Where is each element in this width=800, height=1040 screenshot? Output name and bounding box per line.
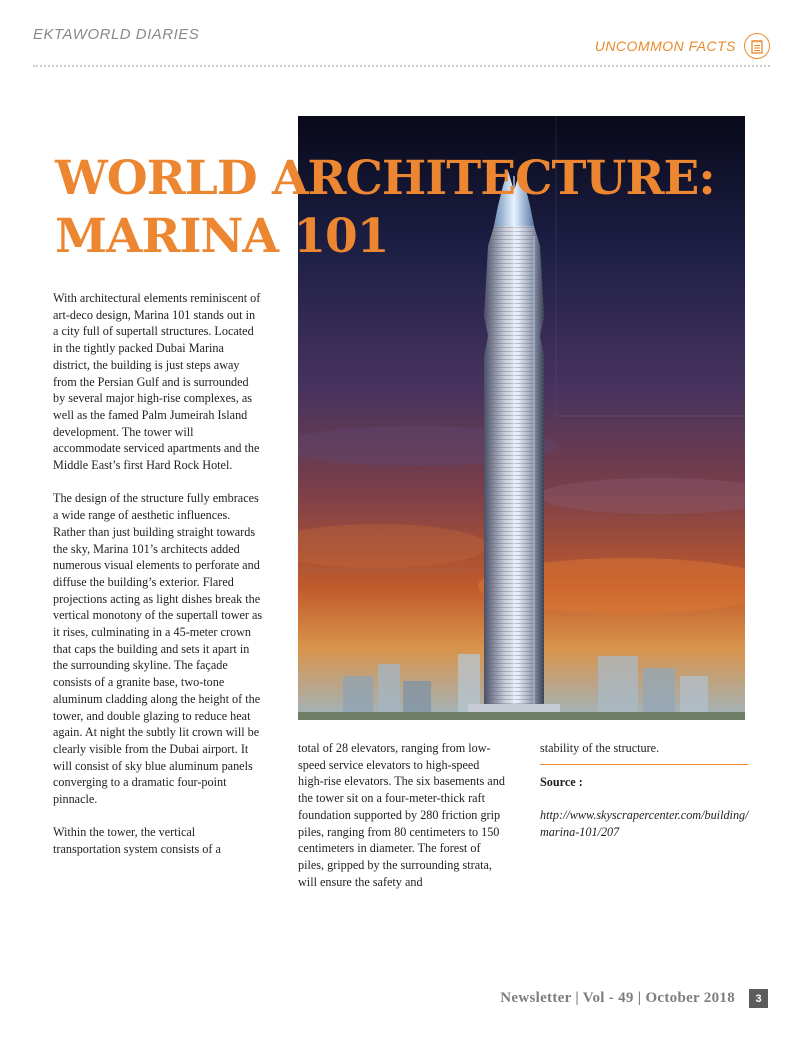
paragraph-transport: Within the tower, the vertical transportation system consists of a — [53, 825, 221, 857]
footer-issue-info: Newsletter | Vol - 49 | October 2018 — [500, 990, 735, 1006]
page-number: 3 — [749, 989, 768, 1008]
source-link[interactable]: http://www.skyscrapercenter.com/building/marina-101/207 — [540, 808, 749, 839]
source-label: Source : — [540, 774, 583, 789]
paragraph-design: The design of the structure fully embraces a wide range of aesthetic influences. Rather than just building straight towards the sky, Marina 101’s architects added numerous visual elements to perforate and diffuse the building’s exterior. Flared projections acting as light dishes break the vertical monotony of the supertall tower as it rises, culminating in a 45-meter crown that caps the building and sets it apart in the surrounding skyline. The façade consists of a granite base, two-tone aluminum cladding along the height of the tower, and double glazing to reduce heat again. At night the subtly lit crown will be clearly visible from the Dubai airport. It will consist of sky blue aluminum panels converging to a dramatic four-point pinnacle. — [53, 491, 263, 807]
newsletter-brand: EKTAWORLD DIARIES — [33, 26, 200, 43]
paragraph-elevators: total of 28 elevators, ranging from low-speed service elevators to high-speed high-rise elevators. The six basements and the tower sit on a four-meter-thick raft foundation supported by 280 friction grip piles, ranging from 80 centimeters to 150 centimeters in diameter. The forest of piles, gripped by the surrounding strata, will ensure the safety and — [298, 741, 505, 889]
paragraph-stability: stability of the structure. — [540, 741, 660, 755]
text-column-3 — [540, 740, 750, 857]
notepad-icon — [744, 33, 770, 59]
paragraph-intro: With architectural elements reminiscent of art-deco design, Marina 101 stands out in a city full of supertall structures. Located in the tightly packed Dubai Marina district, the building is just steps away from the Persian Gulf and is surrounded by several major high-rise complexes, as well as the famed Palm Jumeirah Island development. The tower will accommodate serviced apartments and the Middle East’s first Hard Rock Hotel. — [53, 291, 261, 473]
section-header — [595, 33, 770, 59]
text-column-1 — [53, 290, 263, 875]
source-divider — [540, 764, 748, 765]
header-divider — [33, 65, 770, 67]
section-label: UNCOMMON FACTS — [594, 38, 736, 54]
page-footer — [500, 989, 768, 1008]
text-column-2 — [298, 740, 508, 907]
title-line-1: WORLD ARCHITECTURE: — [55, 151, 715, 206]
title-line-2: MARINA 101 — [55, 209, 389, 264]
article-title — [55, 150, 715, 266]
